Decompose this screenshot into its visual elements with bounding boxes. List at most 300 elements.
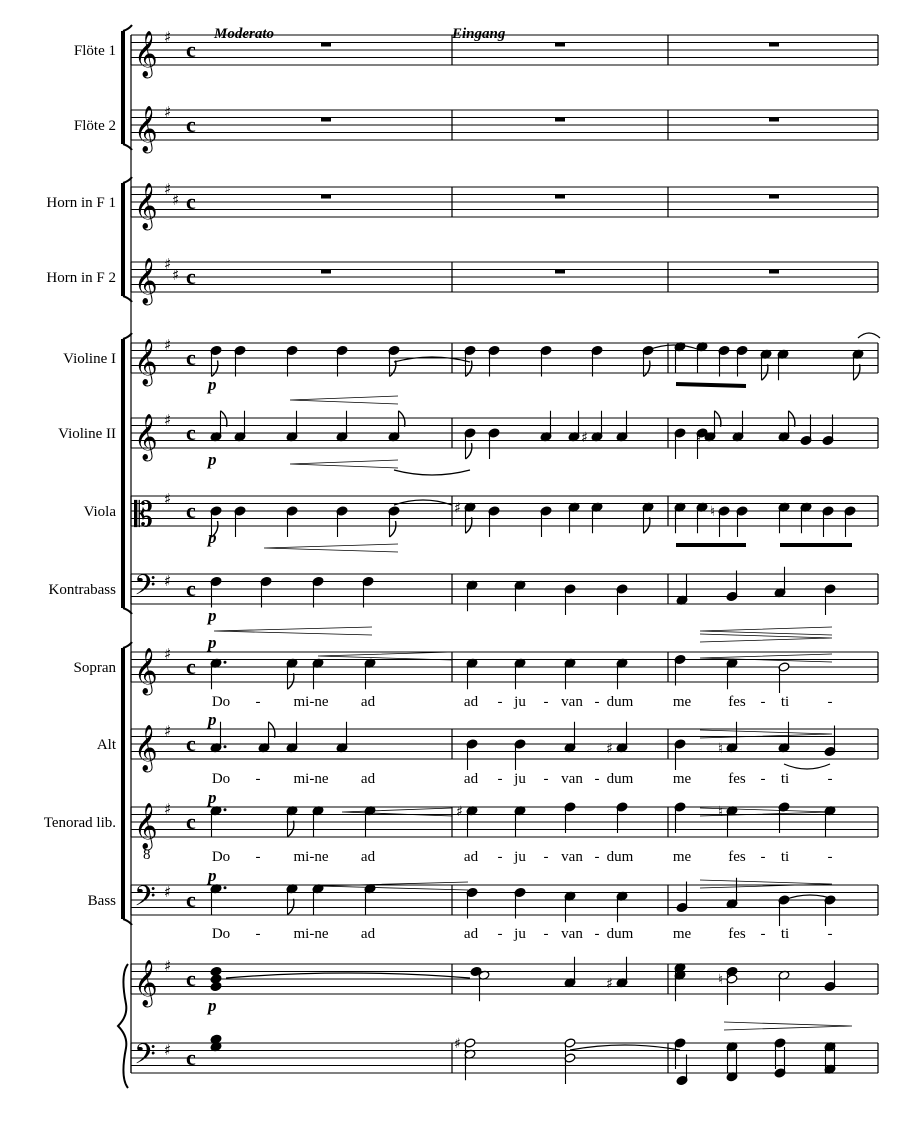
slur <box>394 470 470 475</box>
instrument-name: Horn in F 1 <box>46 195 116 211</box>
lyric-syllable: van <box>561 771 583 787</box>
time-signature: c <box>186 576 196 601</box>
sharp-icon: ♯ <box>164 103 172 121</box>
sharp-icon: ♯ <box>164 572 172 590</box>
lyric-syllable: me <box>672 849 692 865</box>
staff <box>131 957 878 1008</box>
whole-rest <box>555 195 565 199</box>
whole-rest <box>321 43 331 47</box>
lyric-syllable: - <box>543 771 549 787</box>
note <box>286 506 298 537</box>
note <box>564 891 576 922</box>
lyric-syllable: ad <box>463 694 479 710</box>
flag <box>269 722 275 738</box>
lyric-syllable: ti <box>780 926 790 942</box>
sharp-icon: ♯ <box>164 645 172 663</box>
notehead <box>210 981 222 991</box>
lyric-syllable: ju <box>514 849 526 865</box>
note <box>336 411 348 442</box>
hairpin <box>318 882 468 890</box>
note <box>286 806 298 837</box>
note <box>674 970 686 1001</box>
sharp-icon: ♯ <box>164 490 172 508</box>
lyric-syllable: dum <box>606 771 634 787</box>
time-signature: c <box>186 887 196 912</box>
whole-rest <box>321 270 331 274</box>
hairpin <box>318 652 452 660</box>
note <box>388 411 405 442</box>
lyric-syllable: - <box>255 694 261 710</box>
note <box>616 411 628 442</box>
natural-icon: ♮ <box>718 803 724 820</box>
note <box>488 428 500 459</box>
hairpin <box>214 627 372 635</box>
note <box>710 504 730 537</box>
lyric-syllable: - <box>594 849 600 865</box>
whole-rest <box>321 118 331 122</box>
note <box>286 345 298 376</box>
treble-clef-icon: 𝄞 <box>134 803 158 849</box>
treble-clef-icon: 𝄞 <box>134 648 158 694</box>
note <box>736 506 748 537</box>
note <box>674 739 686 770</box>
lyric-syllable: - <box>255 849 261 865</box>
note <box>777 349 789 380</box>
instrument-name: Bass <box>87 893 116 909</box>
note <box>774 567 786 598</box>
lyric-syllable: fes <box>728 694 746 710</box>
staff <box>131 1038 878 1078</box>
lyric-syllable: dum <box>606 926 634 942</box>
sharp-icon: ♯ <box>164 883 172 901</box>
lyric-syllable: ju <box>514 926 526 942</box>
note <box>286 884 298 915</box>
note <box>674 654 686 685</box>
lyric-syllable: ad <box>463 926 479 942</box>
note <box>674 502 686 533</box>
note <box>674 802 686 833</box>
note <box>642 345 654 376</box>
instrument-name: Flöte 2 <box>73 118 116 134</box>
instrument-name: Sopran <box>73 660 116 676</box>
lyric-syllable: dum <box>606 694 634 710</box>
note <box>234 506 246 537</box>
note <box>312 884 324 915</box>
dynamic-marking: p <box>208 375 217 394</box>
lyric-syllable: mi-ne <box>293 849 329 865</box>
note <box>364 806 376 837</box>
note <box>514 887 526 918</box>
staff <box>46 180 878 231</box>
flag <box>715 411 721 427</box>
hairpin <box>724 1022 852 1030</box>
note <box>800 502 812 533</box>
note <box>616 658 628 689</box>
note <box>514 806 526 837</box>
dot <box>224 808 227 811</box>
note <box>466 739 478 770</box>
lyric-syllable: dum <box>606 849 634 865</box>
dynamic-marking: p <box>208 866 217 885</box>
sharp-icon: ♯ <box>164 336 172 354</box>
sharp-icon: ♯ <box>454 500 461 517</box>
lyric-syllable: - <box>594 694 600 710</box>
flag <box>789 411 795 427</box>
time-signature: c <box>186 731 196 756</box>
lyric-syllable: - <box>543 694 549 710</box>
note <box>456 804 478 837</box>
dot <box>224 745 227 748</box>
natural-icon: ♮ <box>710 504 716 520</box>
note <box>726 878 738 909</box>
sharp-icon: ♯ <box>164 957 172 975</box>
instrument-name: Alt <box>96 737 116 753</box>
note <box>464 428 476 459</box>
note <box>286 722 298 753</box>
dynamic-marking: p <box>208 450 217 469</box>
flag <box>390 521 396 537</box>
note <box>234 411 246 442</box>
note <box>616 891 628 922</box>
staff <box>46 255 878 306</box>
hairpin <box>264 544 398 552</box>
note <box>478 970 490 1001</box>
note <box>234 345 246 376</box>
time-signature: c <box>186 966 196 991</box>
note <box>210 884 226 915</box>
note <box>778 662 790 693</box>
sharp-icon: ♯ <box>606 975 613 992</box>
time-signature: c <box>186 809 196 834</box>
slur <box>394 500 452 505</box>
flag <box>466 517 472 533</box>
note <box>568 502 580 533</box>
lyric-syllable: - <box>827 694 833 710</box>
sharp-icon: ♯ <box>164 180 172 198</box>
instrument-name: Tenorad lib. <box>43 815 116 831</box>
treble-clef-icon: 𝄞 <box>134 339 158 385</box>
note <box>800 415 812 446</box>
note <box>210 576 222 607</box>
lyric-syllable: me <box>672 926 692 942</box>
slur <box>226 973 470 978</box>
note <box>718 345 730 376</box>
hairpin <box>700 880 832 888</box>
note <box>844 506 856 537</box>
staff <box>74 103 878 154</box>
note <box>514 739 526 770</box>
note <box>454 500 476 533</box>
lyric-syllable: me <box>672 771 692 787</box>
note <box>488 345 500 376</box>
note <box>674 428 686 459</box>
lyric-syllable: fes <box>728 849 746 865</box>
lyric-syllable: ti <box>780 849 790 865</box>
lyric-syllable: - <box>760 771 766 787</box>
note <box>824 726 836 757</box>
whole-rest <box>555 43 565 47</box>
dot <box>224 886 227 889</box>
flag <box>288 899 294 915</box>
lyric-syllable: ad <box>360 849 376 865</box>
treble-clef-icon: 𝄞 <box>134 258 158 304</box>
note <box>642 502 654 533</box>
flag <box>288 821 294 837</box>
note <box>778 411 795 442</box>
lyric-syllable: - <box>827 771 833 787</box>
flag <box>644 517 650 533</box>
flag <box>399 411 405 427</box>
note <box>540 506 552 537</box>
flag <box>762 364 768 380</box>
lyric-syllable: - <box>760 694 766 710</box>
note <box>824 961 836 992</box>
lyric-syllable: van <box>561 849 583 865</box>
note <box>778 802 790 833</box>
lyric-syllable: ju <box>514 771 526 787</box>
dynamic-marking: p <box>208 710 217 729</box>
whole-rest <box>555 118 565 122</box>
time-signature: c <box>186 112 196 137</box>
treble-clef-icon: 𝄞 <box>134 725 158 771</box>
note <box>210 806 226 837</box>
note <box>696 502 708 533</box>
system-bracket <box>121 183 125 296</box>
note <box>336 345 348 376</box>
note <box>210 658 226 689</box>
lyric-syllable: mi-ne <box>293 771 329 787</box>
flag <box>466 443 472 459</box>
flag <box>288 673 294 689</box>
treble-clef-icon: 𝄞 <box>134 183 158 229</box>
time-signature: c <box>186 264 196 289</box>
staff <box>63 336 878 387</box>
note <box>286 411 298 442</box>
note <box>778 722 790 753</box>
note <box>258 722 275 753</box>
lyric-syllable: - <box>497 694 503 710</box>
note <box>336 722 348 753</box>
note <box>852 349 864 380</box>
instrument-name: Flöte 1 <box>73 43 116 59</box>
natural-icon: ♮ <box>696 429 702 446</box>
sharp-icon: ♯ <box>606 740 613 757</box>
note <box>312 658 324 689</box>
whole-rest <box>769 270 779 274</box>
dot <box>224 661 227 664</box>
note <box>676 1055 688 1086</box>
lyric-syllable: - <box>497 771 503 787</box>
sharp-icon: ♯ <box>172 266 180 284</box>
time-signature: c <box>186 345 196 370</box>
slur <box>858 333 880 338</box>
bass-clef-icon: 𝄢 <box>134 880 156 920</box>
bracket-tip <box>123 25 132 31</box>
instrument-name: Kontrabass <box>48 582 116 598</box>
note <box>364 658 376 689</box>
lyric-syllable: - <box>827 849 833 865</box>
sharp-icon: ♯ <box>172 191 180 209</box>
instrument-name: Horn in F 2 <box>46 270 116 286</box>
time-signature: c <box>186 37 196 62</box>
lyric-syllable: van <box>561 694 583 710</box>
lyric-syllable: Do <box>211 849 231 865</box>
sharp-icon: ♯ <box>164 800 172 818</box>
treble-clef-icon: 𝄞 <box>134 960 158 1006</box>
note <box>676 882 688 913</box>
time-signature: c <box>186 498 196 523</box>
notehead <box>210 966 222 976</box>
lyric-syllable: - <box>543 926 549 942</box>
note <box>778 502 790 533</box>
note <box>464 1049 476 1080</box>
tempo-marking: Eingang <box>452 26 506 42</box>
lyric-syllable: fes <box>728 926 746 942</box>
treble-clef-icon: 𝄞 <box>134 106 158 152</box>
lyric-syllable: Do <box>211 926 231 942</box>
note <box>564 584 576 615</box>
note <box>760 349 772 380</box>
note <box>514 658 526 689</box>
lyric-syllable: - <box>255 771 261 787</box>
note <box>726 571 738 602</box>
lyric-syllable: - <box>760 926 766 942</box>
system-bracket <box>121 339 125 608</box>
staff-system <box>44 28 878 1078</box>
beam <box>676 384 746 386</box>
flag <box>644 361 650 377</box>
note <box>488 506 500 537</box>
flag <box>466 361 472 377</box>
note <box>696 342 708 373</box>
note <box>822 506 834 537</box>
brackets <box>118 25 132 1088</box>
note <box>388 506 400 537</box>
note <box>362 576 374 607</box>
note <box>466 887 478 918</box>
piano-brace <box>118 964 128 1088</box>
sharp-icon: ♯ <box>164 411 172 429</box>
tempo-markings <box>213 26 506 42</box>
hairpin <box>700 634 832 642</box>
lyric-syllable: - <box>543 849 549 865</box>
note <box>210 411 227 442</box>
note <box>824 584 836 615</box>
note <box>674 1038 686 1069</box>
note <box>778 970 790 1001</box>
tempo-marking: Moderato <box>214 26 274 42</box>
note <box>732 411 744 442</box>
natural-icon: ♮ <box>718 972 724 988</box>
instrument-name: Viola <box>83 504 116 520</box>
whole-rest <box>769 43 779 47</box>
slur <box>784 764 830 769</box>
lyric-syllable: ti <box>780 771 790 787</box>
system-bracket <box>121 31 125 144</box>
note <box>568 411 580 442</box>
whole-rest <box>769 118 779 122</box>
instrument-name: Violine II <box>58 426 116 442</box>
note <box>210 966 222 976</box>
time-signature: c <box>186 654 196 679</box>
note <box>726 658 738 689</box>
note <box>466 658 478 689</box>
note <box>822 415 834 446</box>
note <box>336 506 348 537</box>
dynamic-marking: p <box>208 788 217 807</box>
lyric-syllable: Do <box>211 694 231 710</box>
note <box>564 802 576 833</box>
slur <box>570 1045 680 1050</box>
lyric-syllable: - <box>255 926 261 942</box>
treble-clef-icon: 𝄞 <box>134 31 158 77</box>
note <box>514 580 526 611</box>
note <box>591 345 603 376</box>
time-signature: c <box>186 420 196 445</box>
octave-mark: 8 <box>143 847 151 863</box>
sharp-icon: ♯ <box>581 429 588 446</box>
sharp-icon: ♯ <box>164 1041 172 1059</box>
hairpin <box>700 654 832 662</box>
lyric-syllable: fes <box>728 771 746 787</box>
note <box>210 345 222 376</box>
lyric-syllable: - <box>497 849 503 865</box>
lyric-syllable: me <box>672 694 692 710</box>
whole-rest <box>555 270 565 274</box>
system-bracket <box>121 648 125 919</box>
note <box>591 502 603 533</box>
bass-clef-icon: 𝄢 <box>134 569 156 609</box>
flag <box>221 411 227 427</box>
whole-rest <box>769 195 779 199</box>
time-signature: c <box>186 189 196 214</box>
lyric-syllable: ti <box>780 694 790 710</box>
lyric-syllable: ad <box>360 926 376 942</box>
note <box>564 658 576 689</box>
sharp-icon: ♯ <box>454 1036 461 1052</box>
lyric-syllable: Do <box>211 771 231 787</box>
note <box>736 345 748 376</box>
time-signature: c <box>186 1045 196 1070</box>
sharp-icon: ♯ <box>164 255 172 273</box>
note <box>286 658 298 689</box>
note <box>824 806 836 837</box>
treble-clef-icon: 𝄞 <box>134 414 158 460</box>
note <box>540 411 552 442</box>
lyric-syllable: van <box>561 926 583 942</box>
note <box>676 574 688 605</box>
lyric-syllable: ad <box>360 771 376 787</box>
bass-clef-icon: 𝄢 <box>134 1038 156 1078</box>
whole-rest <box>321 195 331 199</box>
flag <box>854 364 860 380</box>
lyric-syllable: - <box>497 926 503 942</box>
note <box>364 884 376 915</box>
note <box>312 576 324 607</box>
note <box>564 1053 576 1084</box>
note <box>260 576 272 607</box>
dynamic-marking: p <box>208 996 217 1015</box>
dynamic-marking: p <box>208 633 217 652</box>
hairpin <box>290 396 398 404</box>
staff <box>74 645 879 696</box>
note <box>616 584 628 615</box>
lyric-syllable: - <box>594 771 600 787</box>
lyric-syllable: ju <box>514 694 526 710</box>
lyric-syllable: ad <box>463 849 479 865</box>
sharp-icon: ♯ <box>164 722 172 740</box>
hairpin <box>290 460 398 468</box>
